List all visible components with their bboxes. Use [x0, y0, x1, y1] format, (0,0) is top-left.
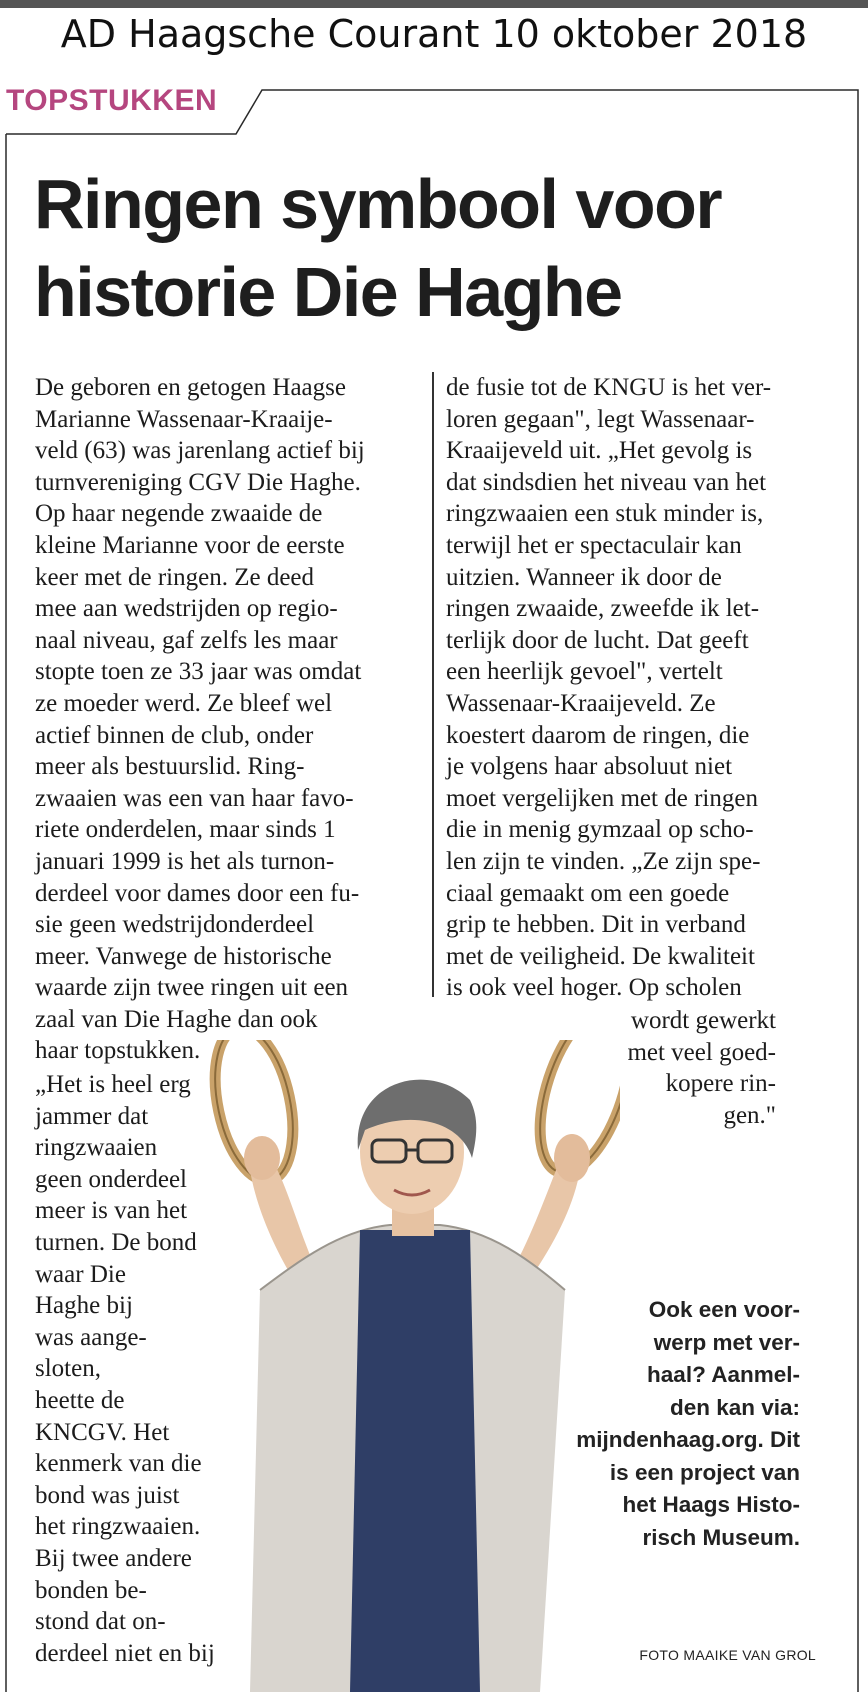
photo-credit: FOTO MAAIKE VAN GROL [639, 1647, 816, 1663]
photo-woman-with-rings [180, 1040, 620, 1692]
reader-callout: Ook een voor- werp met ver- haal? Aanmel- den kan via: mijndenhaag.org. Dit is een project van het Haags Histo- risch Museum. [576, 1297, 800, 1550]
body-column-left: De geboren en getogen Haagse Marianne Wassenaar-Kraaije- veld (63) was jarenlang actief bij turnvereniging CGV Die Haghe. Op haar negende zwaaide de kleine Marianne voor de eerste keer met de ringen. Ze deed mee aan wedstrijden op regio- naal niveau, gaf zelfs les maar stopte toen ze 33 jaar was omdat ze moeder werd. Ze bleef wel actief binnen de club, onder meer als bestuurslid. Ring- zwaaien was een van haar favo- riete onderdelen, maar sinds 1 januari 1999 is het als turnon- derdeel voor dames door een fu- sie geen wedstrijdonderdeel meer. Vanwege de historische waarde zijn twee ringen uit een zaal van Die Haghe dan ook haar topstukken. [35, 374, 365, 1065]
body-column-right-tail: wordt gewerkt met veel goed- kopere rin- gen." [627, 1007, 776, 1129]
newspaper-masthead: AD Haagsche Courant 10 oktober 2018 [60, 12, 808, 56]
column-divider [432, 372, 434, 997]
article-headline: Ringen symbool voor historie Die Haghe [34, 165, 722, 331]
section-label: TOPSTUKKEN [6, 84, 218, 117]
body-column-right: de fusie tot de KNGU is het ver- loren gegaan", legt Wassenaar- Kraaijeveld uit. „Het gevolg is dat sindsdien het niveau van het ringzwaaien een stuk minder is, terwijl het er spectaculair kan uitzien. Wanneer ik door de ringen zwaaide, zweefde ik let- terlijk door de lucht. Dat geeft een heerlijk gevoel", vertelt Wassenaar-Kraaijeveld. Ze koestert daarom de ringen, die je volgens haar absoluut niet moet vergelijken met de ringen die in menig gymzaal op scho- len zijn te vinden. „Ze zijn spe- ciaal gemaakt om een goede grip te hebben. Dit in verband met de veiligheid. De kwaliteit is ook veel hoger. Op scholen [446, 374, 772, 1002]
top-rule [0, 0, 868, 8]
body-column-left-quote: „Het is heel erg jammer dat ringzwaaien geen onderdeel meer is van het turnen. De bond waar Die Haghe bij was aange- sloten, heette de KNCGV. Het kenmerk van die bond was juist het ringzwaaien. Bij twee andere bonden be- stond dat on- derdeel niet en bij [35, 1071, 215, 1667]
